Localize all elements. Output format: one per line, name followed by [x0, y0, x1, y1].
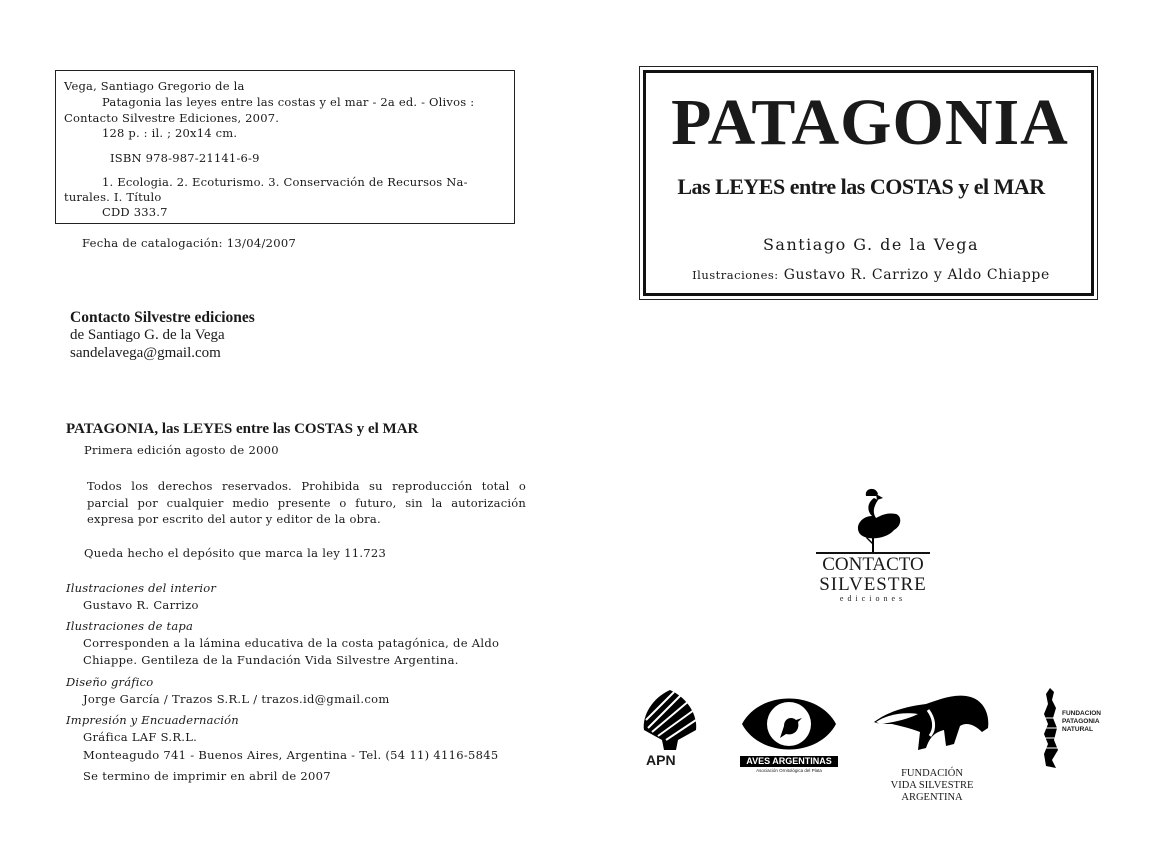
- fpn-line3: NATURAL: [1062, 726, 1093, 733]
- catalog-card: [55, 70, 515, 224]
- catalog-author: Vega, Santiago Gregorio de la: [64, 79, 245, 93]
- section-tapa-line1: Corresponden a la lámina educativa de la costa patagónica, de Aldo: [83, 636, 500, 650]
- section-tapa-line2: Chiappe. Gentileza de la Fundación Vida Silvestre Argentina.: [83, 653, 459, 667]
- section-label-tapa: Ilustraciones de tapa: [66, 619, 194, 633]
- credits-deposit: Queda hecho el depósito que marca la ley 11.723: [84, 546, 387, 560]
- contact-title: Contacto Silvestre ediciones: [70, 309, 255, 326]
- logo-ediciones: ediciones: [839, 594, 907, 603]
- cover-title: PATAGONIA: [671, 86, 1069, 159]
- section-label-interior: Ilustraciones del interior: [66, 581, 217, 595]
- catalog-cdd: CDD 333.7: [102, 205, 168, 219]
- aves-label: AVES ARGENTINAS: [740, 756, 838, 767]
- anteater-icon: [870, 688, 994, 758]
- cover-illustrations-label: Ilustraciones:: [692, 268, 779, 282]
- publisher-logo: [808, 486, 938, 606]
- apn-logo: [638, 688, 702, 772]
- catalog-pages: 128 p. : il. ; 20x14 cm.: [102, 126, 238, 140]
- logo-silvestre: SILVESTRE: [819, 574, 927, 595]
- fvsa-logo: [870, 688, 995, 808]
- credits-title: PATAGONIA, las LEYES entre las COSTAS y el MAR: [66, 421, 419, 437]
- catalog-isbn: ISBN 978-987-21141-6-9: [110, 151, 260, 165]
- section-impresion-line2: Monteagudo 741 - Buenos Aires, Argentina - Tel. (54 11) 4116-5845: [83, 748, 499, 762]
- patagonia-map-icon: [1040, 688, 1062, 768]
- cover-subtitle: Las LEYES entre las COSTAS y el MAR: [677, 174, 1045, 199]
- catalog-title-line: Patagonia las leyes entre las costas y el mar - 2a ed. - Olivos :: [102, 95, 475, 109]
- logo-contacto: CONTACTO: [822, 554, 924, 575]
- section-diseno-line: Jorge García / Trazos S.R.L / trazos.id@gmail.com: [83, 692, 390, 706]
- fvsa-line1: FUNDACIÓN: [901, 768, 963, 779]
- cover-author: Santiago G. de la Vega: [762, 235, 980, 254]
- catalog-subjects-cont: turales. I. Título: [64, 190, 162, 204]
- fvsa-text: [870, 768, 994, 804]
- credits-edition: Primera edición agosto de 2000: [84, 443, 279, 457]
- credits-rights: Todos los derechos reservados. Prohibida su reproducción total o parcial por cualquier medio presente o futuro, sin la autorización expresa por escrito del autor y editor de la obra.: [87, 479, 526, 526]
- aves-logo: [740, 688, 840, 778]
- cover-frame: [639, 66, 1098, 300]
- flamingo-icon: [836, 486, 906, 552]
- fpn-text: [1062, 710, 1101, 734]
- section-label-diseno: Diseño gráfico: [66, 675, 154, 689]
- section-label-impresion: Impresión y Encuadernación: [66, 713, 239, 727]
- aves-eye-icon: [740, 688, 838, 760]
- fpn-line1: FUNDACION: [1062, 710, 1101, 717]
- fvsa-line3: ARGENTINA: [901, 792, 963, 803]
- fpn-line2: PATAGONIA: [1062, 718, 1100, 725]
- fvsa-line2: VIDA SILVESTRE: [890, 780, 974, 791]
- catalog-subjects: 1. Ecologia. 2. Ecoturismo. 3. Conservación de Recursos Na-: [102, 175, 468, 189]
- cover-illustrators-names: Gustavo R. Carrizo y Aldo Chiappe: [783, 267, 1050, 283]
- contact-author: de Santiago G. de la Vega: [70, 327, 225, 343]
- catalog-date: Fecha de catalogación: 13/04/2007: [82, 236, 297, 250]
- section-impresion-line1: Gráfica LAF S.R.L.: [83, 730, 198, 744]
- credits-printed: Se termino de imprimir en abril de 2007: [83, 769, 331, 783]
- cover-illustrators: [646, 267, 1096, 283]
- fpn-logo: [1040, 688, 1110, 768]
- apn-label: APN: [646, 752, 676, 768]
- aves-sublabel: Asociación Ornitológica del Plata: [756, 768, 822, 773]
- contact-email[interactable]: sandelavega@gmail.com: [70, 345, 221, 361]
- catalog-publisher: Contacto Silvestre Ediciones, 2007.: [64, 111, 280, 125]
- apn-tree-icon: [638, 688, 702, 752]
- section-interior-line: Gustavo R. Carrizo: [83, 598, 199, 612]
